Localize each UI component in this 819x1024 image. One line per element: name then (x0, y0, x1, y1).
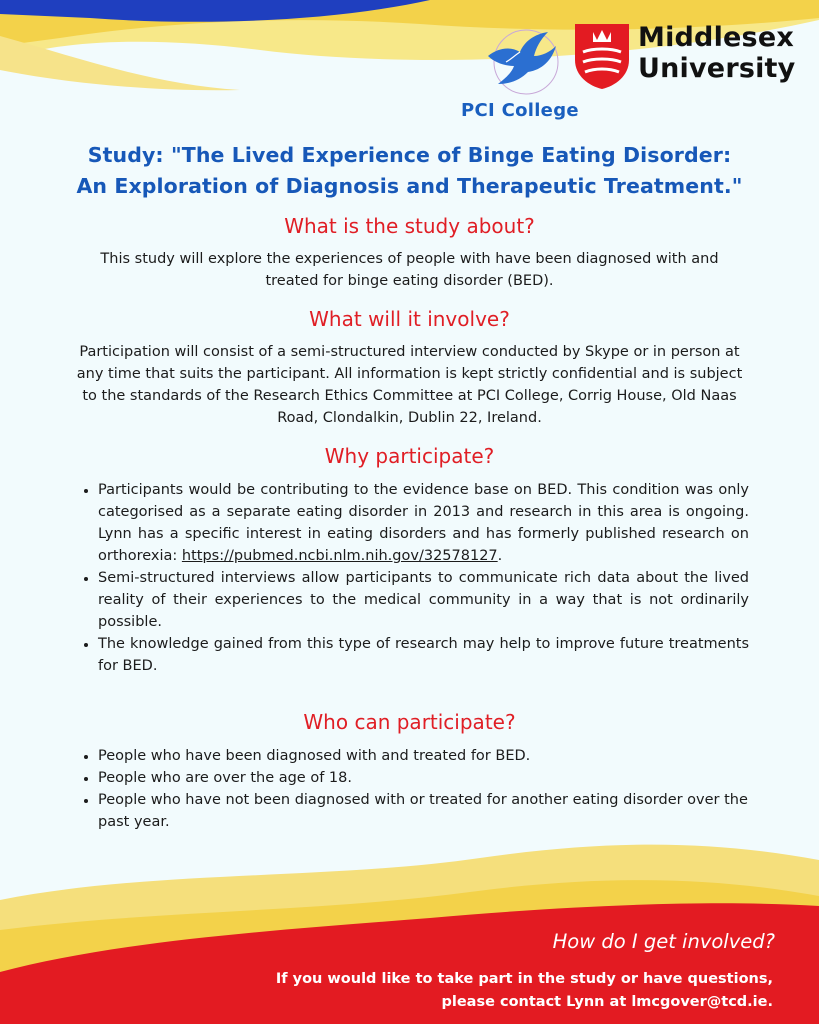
about-text: This study will explore the experiences of people with have been diagnosed with and treated for binge eating disorder (BED). (100, 251, 719, 289)
middlesex-shield-icon (573, 22, 631, 90)
footer-line2: please contact Lynn at lmcgover@tcd.ie. (441, 994, 773, 1010)
dove-icon (484, 26, 560, 96)
why-list (0, 479, 819, 677)
mdx-line1: Middlesex (638, 22, 794, 53)
about-heading: What is the study about? (284, 214, 535, 238)
why-bullet-2: • Semi-structured interviews allow participants to communicate rich data about the lived reality of their experiences to the medical community in a way that is not ordinarily possible. (98, 567, 749, 633)
middlesex-university-name (638, 22, 795, 84)
footer-line1: If you would like to take part in the study or have questions, (275, 971, 773, 987)
footer-contact (276, 968, 773, 1014)
logo-bar (0, 22, 819, 132)
mdx-line2: University (638, 53, 796, 84)
who-bullet-1: • People who have been diagnosed with and treated for BED. (98, 745, 749, 767)
study-title-line2: An Exploration of Diagnosis and Therapeutic Treatment." (76, 174, 743, 198)
main-content (0, 140, 819, 833)
study-title-line1: Study: "The Lived Experience of Binge Eating Disorder: (87, 143, 732, 167)
footer-heading: How do I get involved? (552, 930, 775, 953)
who-heading: Who can participate? (303, 710, 516, 734)
pubmed-link[interactable]: https://pubmed.ncbi.nlm.nih.gov/32578127 (181, 548, 498, 564)
who-bullet-3: • People who have not been diagnosed with or treated for another eating disorder over the past year. (98, 789, 749, 833)
why-bullet-1-end: . (497, 548, 503, 564)
why-bullet-1-text: Participants would be contributing to the evidence base on BED. This condition was only categorised as a separate eating disorder in 2013 and research in this area is ongoing. Lynn has a specific interest in eating disorders and has formerly published research on orthorexia: (98, 482, 749, 564)
why-bullet-3: • The knowledge gained from this type of research may help to improve future treatments for BED. (98, 633, 749, 677)
involve-heading: What will it involve? (309, 307, 510, 331)
involve-text: Participation will consist of a semi-structured interview conducted by Skype or in person at any time that suits the participant. All information is kept strictly confidential and is subject to the standards of the Research Ethics Committee at PCI College, Corrig House, Old Naas Road, Clondalkin, Dublin 22, Ireland. (76, 344, 743, 426)
why-bullet-1 (98, 479, 749, 567)
why-heading: Why participate? (324, 444, 495, 468)
who-bullet-2: • People who are over the age of 18. (98, 767, 749, 789)
pci-college-name: PCI College (461, 100, 579, 121)
who-list (0, 745, 819, 833)
study-title (0, 140, 819, 202)
